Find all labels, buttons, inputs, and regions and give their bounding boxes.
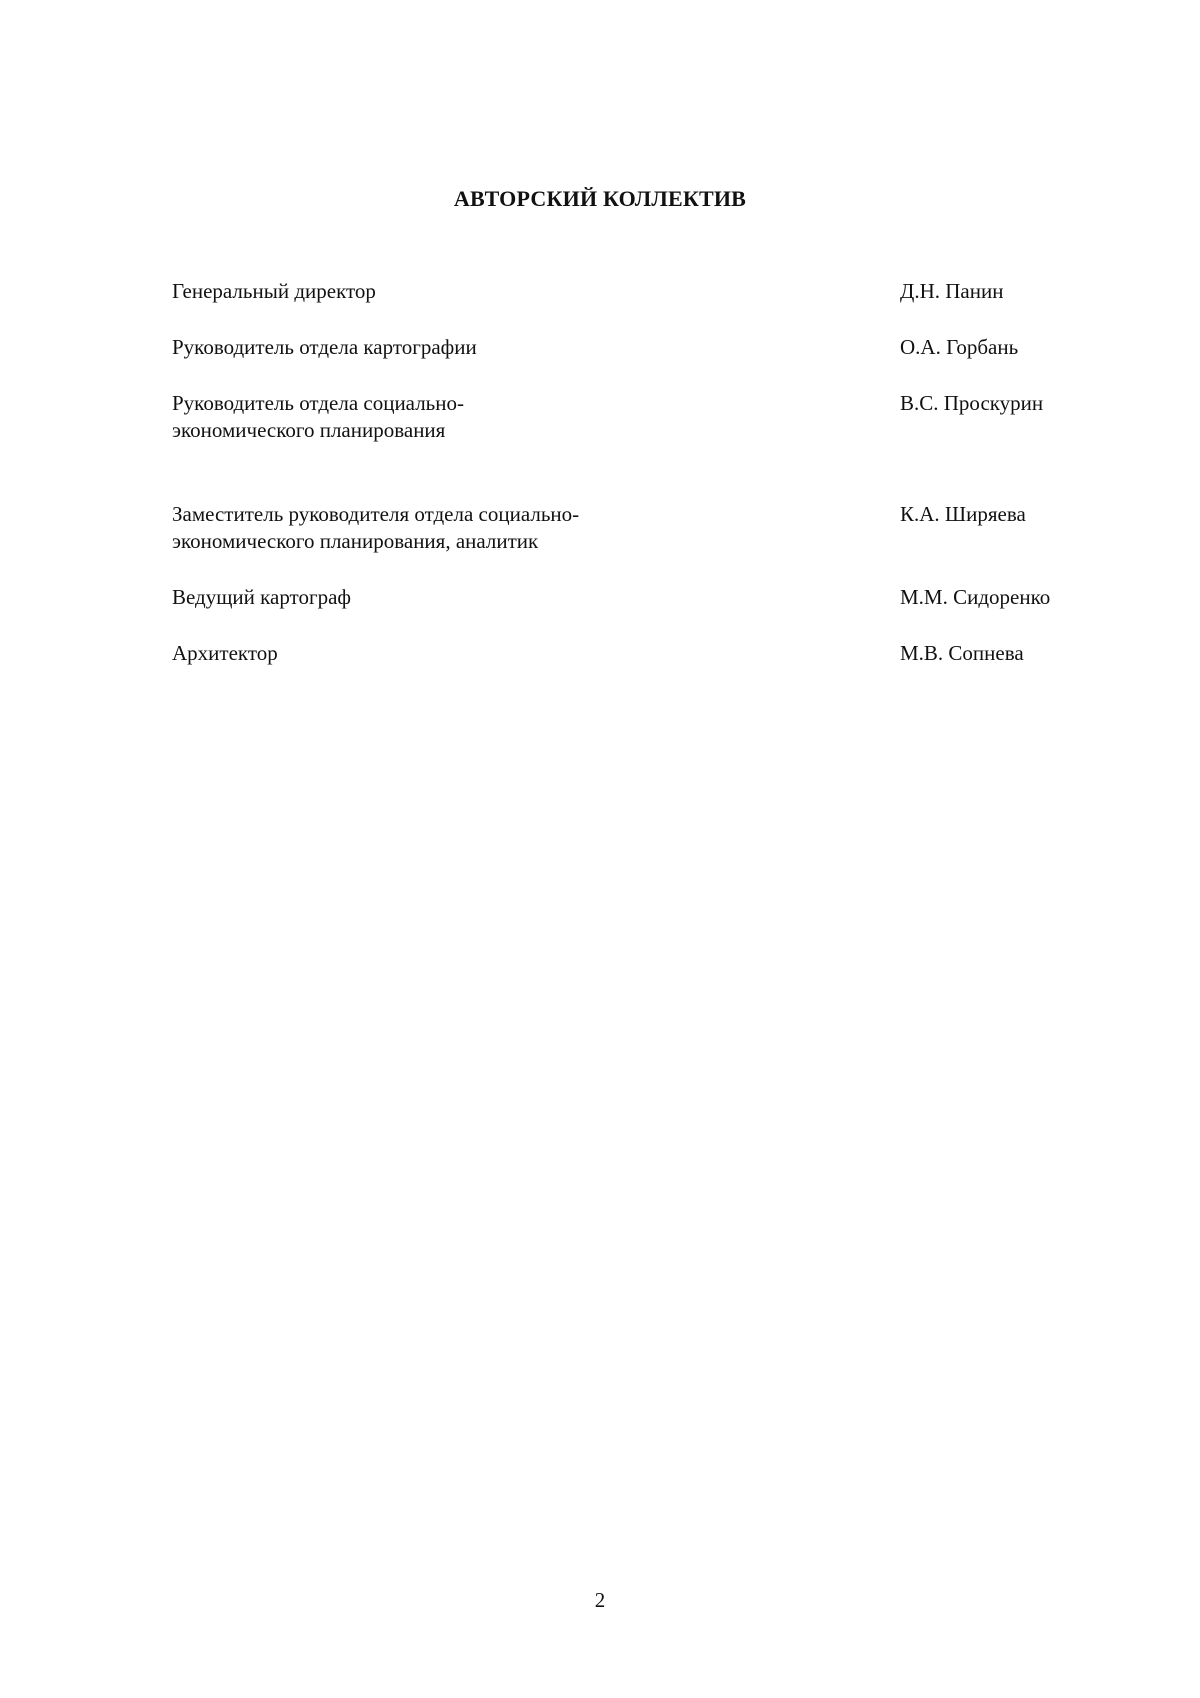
author-role: Заместитель руководителя отдела социально- экономического планирования, аналитик xyxy=(172,502,580,553)
author-role: Ведущий картограф xyxy=(172,585,352,609)
author-row xyxy=(172,501,1072,555)
author-row xyxy=(172,278,1072,305)
author-name: О.А. Горбань xyxy=(900,335,1019,359)
author-name: М.М. Сидоренко xyxy=(900,585,1051,609)
page-number: 2 xyxy=(594,1588,606,1612)
author-role: Генеральный директор xyxy=(172,279,376,303)
author-name: К.А. Ширяева xyxy=(900,502,1026,526)
author-row xyxy=(172,640,1072,667)
author-name: Д.Н. Панин xyxy=(900,279,1004,303)
author-role: Архитектор xyxy=(172,641,278,665)
author-name: В.С. Проскурин xyxy=(900,391,1044,415)
author-role: Руководитель отдела картографии xyxy=(172,335,477,359)
author-row xyxy=(172,334,1072,361)
author-name: М.В. Сопнева xyxy=(900,641,1024,665)
author-row xyxy=(172,390,1072,444)
author-row xyxy=(172,584,1072,611)
authors-list xyxy=(172,278,1072,667)
page-title: АВТОРСКИЙ КОЛЛЕКТИВ xyxy=(453,186,747,211)
author-role: Руководитель отдела социально- экономического планирования xyxy=(172,391,464,442)
